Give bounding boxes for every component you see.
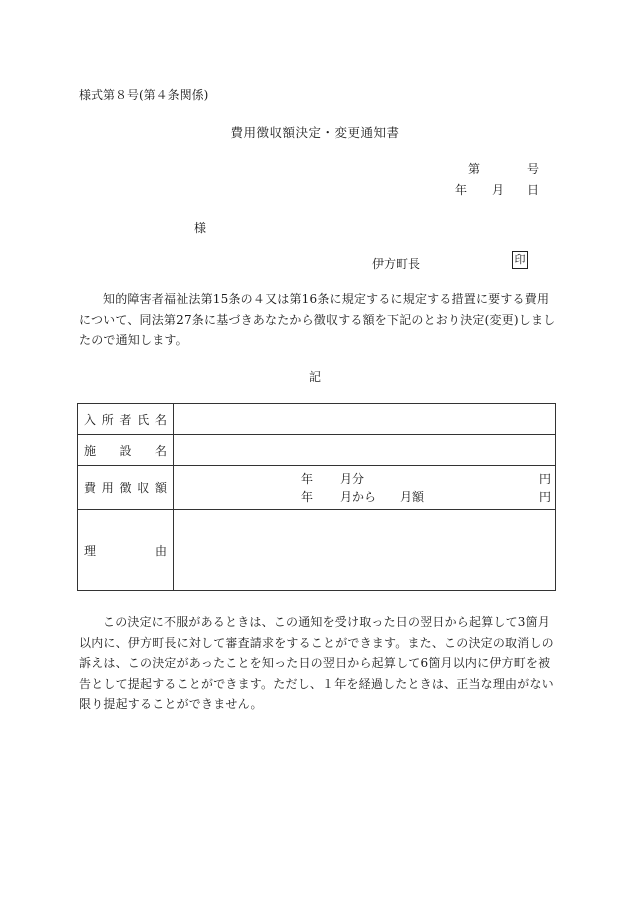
facility-name-label: 施 設 名	[78, 435, 174, 466]
doc-number-suffix: 号	[527, 162, 540, 176]
table-row	[78, 435, 556, 466]
fee-line-1: 年 月分 円	[301, 471, 552, 486]
fee-line-2: 年 月から 月額 円	[301, 489, 552, 504]
doc-number-prefix: 第	[468, 162, 481, 176]
fee-amount-value	[174, 466, 556, 510]
date-month: 月	[492, 183, 505, 197]
form-id: 様式第８号(第４条関係)	[79, 88, 209, 102]
resident-name-label: 入 所 者 氏 名	[78, 404, 174, 435]
date-day: 日	[527, 183, 540, 197]
fee-info-table	[77, 403, 556, 591]
table-row	[78, 404, 556, 435]
issuer-name: 伊方町長	[372, 257, 421, 271]
reason-label: 理 由	[78, 510, 174, 591]
ki-heading: 記	[308, 370, 321, 384]
seal-mark: 印	[512, 251, 528, 269]
appeal-notice-paragraph: この決定に不服があるときは、この通知を受け取った日の翌日から起算して3箇月以内に、伊方町長に対して審査請求をすることができます。また、この決定の取消しの訴えは、この決定があったことを知った日の翌日から起算して6箇月以内に伊方町を被告として提起することができます。ただし、１年を経過したときは、正当な理由がない限り提起することができません。	[79, 615, 554, 711]
document-title: 費用徴収額決定・変更通知書	[230, 125, 400, 140]
addressee-suffix: 様	[194, 221, 207, 235]
fee-amount-label: 費 用 徴 収 額	[78, 466, 174, 510]
table-row	[78, 466, 556, 510]
intro-paragraph: 知的障害者福祉法第15条の４又は第16条に規定するに規定する措置に要する費用について、同法第27条に基づきあなたから徴収する額を下記のとおり決定(変更)しましたので通知します。	[79, 292, 556, 347]
reason-value	[174, 510, 556, 591]
facility-name-value	[174, 435, 556, 466]
date-year: 年	[455, 183, 468, 197]
resident-name-value	[174, 404, 556, 435]
table-row	[78, 510, 556, 591]
